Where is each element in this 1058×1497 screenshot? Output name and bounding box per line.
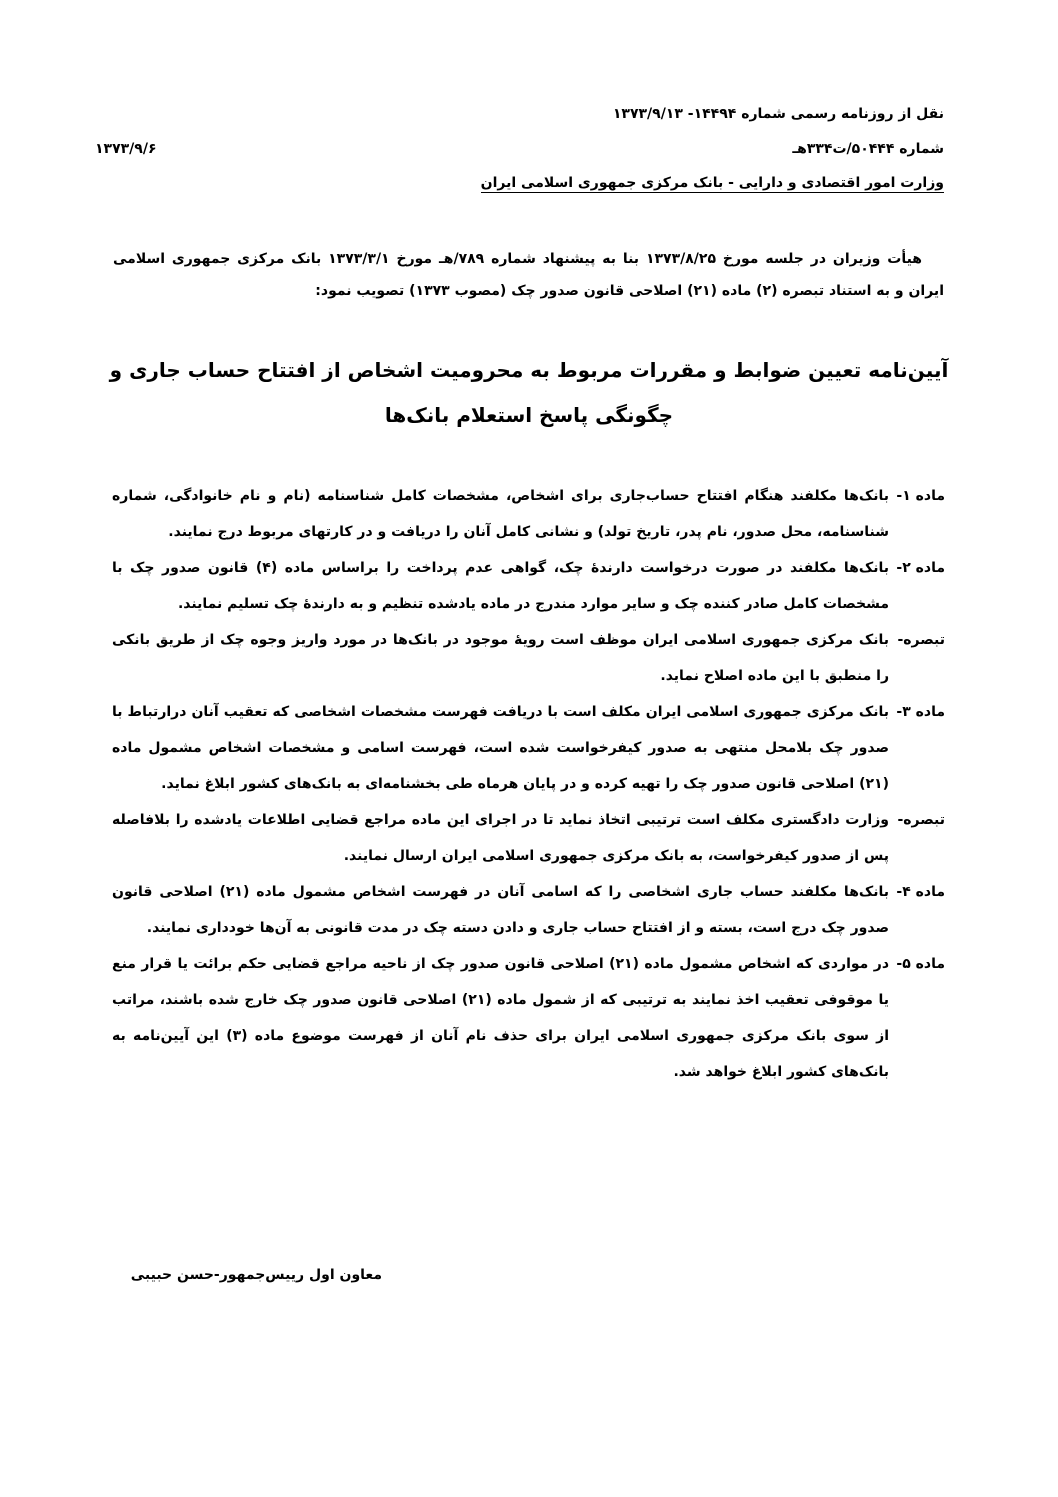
intro-text: هیأت وزیران در جلسه مورخ ۱۳۷۳/۸/۲۵ بنا به پیشنهاد شماره ۷۸۹/هـ مورخ ۱۳۷۳/۳/۱ بانک مرکزی جمهوری اسلامی ایران و به استناد تبصره (۲) ماده (۲۱) اصلاحی قانون صدور چک (مصوب ۱۳۷۳) تصویب نمود: (113, 251, 944, 299)
article-label: ماده ۲- (896, 560, 945, 576)
article-label: ماده ۵- (896, 956, 945, 972)
note-1 (112, 622, 945, 694)
ministry-line: وزارت امور اقتصادی و دارایی - بانک مرکزی جمهوری اسلامی ایران (480, 175, 944, 191)
note-text: بانک مرکزی جمهوری اسلامی ایران موظف است رویهٔ موجود در بانک‌ها در مورد واریز وجوه چک از طریق بانکی را منطبق با این ماده اصلاح نماید. (112, 632, 889, 684)
document-title (100, 348, 958, 438)
document-date: ۱۳۷۳/۹/۶ (95, 141, 157, 157)
source-line: نقل از روزنامه رسمی شماره ۱۴۴۹۴- ۱۳۷۳/۹/۱۳ (612, 106, 944, 122)
article-text: بانک‌ها مکلفند حساب جاری اشخاصی را که اسامی آنان در فهرست اشخاص مشمول ماده (۲۱) اصلاحی قانون صدور چک درج است، بسته و از افتتاح حساب جاری و دادن دسته چک در مدت قانونی به آن‌ها خودداری نمایند. (112, 884, 890, 936)
note-label: تبصره- (897, 812, 945, 828)
article-label: ماده ۴- (896, 884, 945, 900)
title-line-1: آیین‌نامه تعیین ضوابط و مقررات مربوط به محرومیت اشخاص از افتتاح حساب جاری و (109, 358, 949, 382)
note-text: وزارت دادگستری مکلف است ترتیبی اتخاذ نماید تا در اجرای این ماده مراجع قضایی اطلاعات یادشده را بلافاصله پس از صدور کیفرخواست، به بانک مرکزی جمهوری اسلامی ایران ارسال نمایند. (112, 812, 889, 864)
article-5 (112, 946, 945, 1090)
article-label: ماده ۳- (896, 704, 945, 720)
signature: معاون اول رییس‌جمهور-حسن حبیبی (130, 1267, 382, 1283)
article-1 (112, 478, 945, 550)
article-4 (112, 874, 945, 946)
article-text: بانک مرکزی جمهوری اسلامی ایران مکلف است با دریافت فهرست مشخصات اشخاصی که تعقیب آنان درارتباط با صدور چک بلامحل منتهی به صدور کیفرخواست شده است، فهرست اسامی و مشخصات اشخاص مشمول ماده (۲۱) اصلاحی قانون صدور چک را تهیه کرده و در پایان هرماه طی بخشنامه‌ای به بانک‌های کشور ابلاغ نماید. (112, 704, 889, 792)
article-2 (112, 550, 945, 622)
article-label: ماده ۱- (896, 488, 945, 504)
articles-list (112, 478, 945, 1090)
document-number: شماره ۵۰۴۴۴/ت۳۳۴هـ (792, 141, 944, 157)
note-label: تبصره- (897, 632, 945, 648)
article-text: در مواردی که اشخاص مشمول ماده (۲۱) اصلاحی قانون صدور چک از ناحیه مراجع قضایی حکم برائت یا قرار منع یا موقوفی تعقیب اخذ نمایند به ترتیبی که از شمول ماده (۲۱) اصلاحی قانون صدور چک خارج شده باشند، مراتب از سوی بانک مرکزی جمهوری اسلامی ایران برای حذف نام آنان از فهرست موضوع ماده (۳) این آیین‌نامه به بانک‌های کشور ابلاغ خواهد شد. (112, 956, 889, 1080)
intro-paragraph (113, 243, 944, 307)
article-3 (112, 694, 945, 802)
article-text: بانک‌ها مکلفند در صورت درخواست دارندهٔ چک، گواهی عدم پرداخت را براساس ماده (۴) قانون صدور چک با مشخصات کامل صادر کننده چک و سایر موارد مندرج در ماده یادشده تنظیم و به دارندهٔ چک تسلیم نمایند. (112, 560, 889, 612)
note-2 (112, 802, 945, 874)
article-text: بانک‌ها مکلفند هنگام افتتاح حساب‌جاری برای اشخاص، مشخصات کامل شناسنامه (نام و نام خانوادگی، شماره شناسنامه، محل صدور، نام پدر، تاریخ تولد) و نشانی کامل آنان را دریافت و در کارتهای مربوط درج نمایند. (112, 488, 889, 540)
title-line-2: چگونگی پاسخ استعلام بانک‌ها (384, 403, 674, 427)
